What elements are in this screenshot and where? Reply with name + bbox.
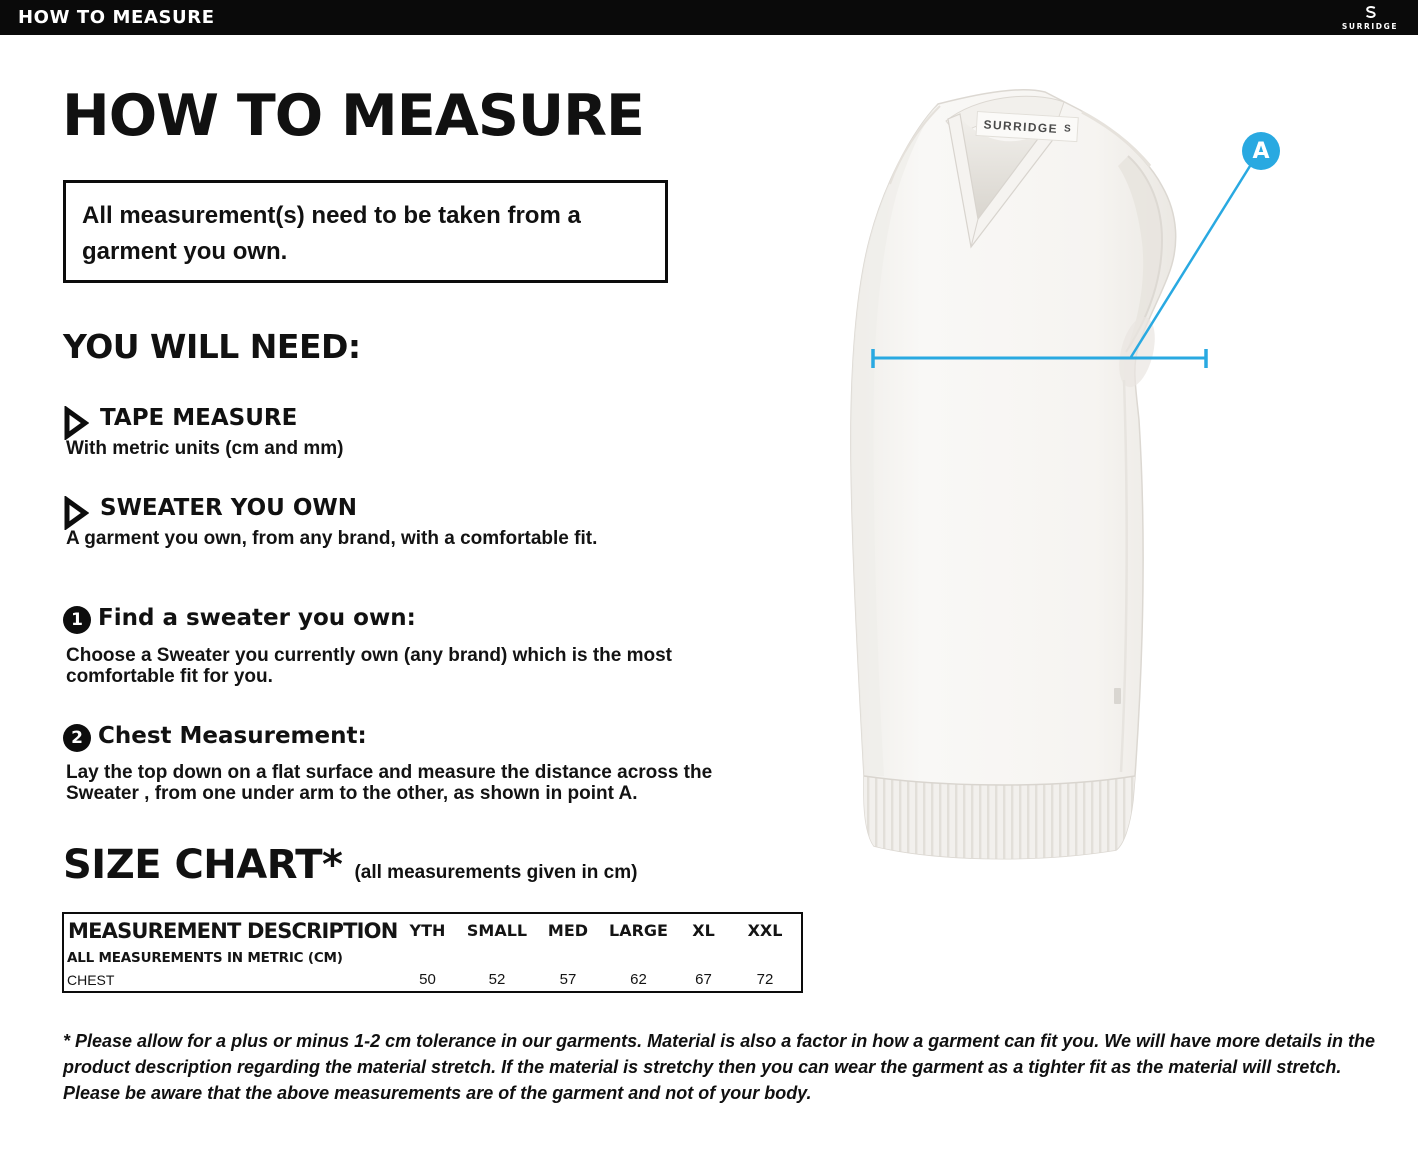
note-text: All measurement(s) need to be taken from a garment you own. [82,202,581,265]
column-header-med: MED [547,921,589,940]
table-cell [458,947,537,968]
table-cell [537,947,600,968]
tolerance-footnote: * Please allow for a plus or minus 1-2 cm tolerance in our garments. Material is also a factor in how a garment can fit you. We will have more details in the product description regarding the material stretch. If the material is stretchy then you can wear the garment as a tighter fit as the material will stretch. Please be aware that the above measurements are of the garment and not of your body. [63,1031,1376,1103]
column-header-large: LARGE [609,921,668,940]
step-title-1: Find a sweater you own: [98,605,416,631]
need-item-title-tape-measure: TAPE MEASURE [100,405,298,431]
size-chart-table [62,912,803,993]
table-cell [600,947,678,968]
top-bar-title: HOW TO MEASURE [18,7,215,28]
column-header-xxl: XXL [747,921,783,940]
chest-value-xl: 67 [695,971,712,988]
neck-label-text: SURRIDGE [983,116,1059,136]
chest-value-yth: 50 [419,971,436,988]
you-will-need-title: YOU WILL NEED: [63,327,361,366]
note-box [63,180,668,283]
top-bar [0,0,1418,35]
step-title-2: Chest Measurement: [98,723,367,749]
point-a-marker: A [1242,132,1280,170]
page-title: HOW TO MEASURE [62,83,644,149]
table-cell [398,947,458,968]
column-header-xl: XL [692,921,715,940]
column-header-measurement-description: MEASUREMENT DESCRIPTION [68,918,398,943]
side-seam-tag [1114,688,1121,704]
chest-value-large: 62 [630,971,647,988]
step-number-badge-2: 2 [63,724,91,752]
column-header-small: SMALL [466,921,528,940]
chest-value-med: 57 [559,971,577,988]
triangle-right-icon [63,496,89,530]
table-row-chest [63,968,802,992]
step-description-1: Choose a Sweater you currently own (any brand) which is the most comfortable fit for you. [66,645,673,687]
row-label-metric: ALL MEASUREMENTS IN METRIC (CM) [67,949,343,966]
neck-label-logo: S [1063,123,1072,135]
step-description-2: Lay the top down on a flat surface and measure the distance across the Sweater , from one under arm to the other, as shown in point A. [66,762,713,804]
table-cell [678,947,730,968]
surridge-brand-logo [1334,2,1406,34]
need-item-title-sweater: SWEATER YOU OWN [100,495,358,521]
surridge-logo-text: SURRIDGE [1341,22,1399,31]
table-row-metric-note [63,947,802,968]
column-header-yth: YTH [409,921,446,940]
waistband [864,776,1135,859]
chest-value-xxl: 72 [756,971,774,988]
row-label-chest: CHEST [67,971,115,988]
step-number-badge-1: 1 [63,606,91,634]
need-item-description-tape-measure: With metric units (cm and mm) [66,438,344,459]
size-chart-title: SIZE CHART* [63,842,343,888]
table-cell [730,947,802,968]
sweater-illustration [830,82,1310,862]
surridge-s-icon [1362,5,1379,21]
size-chart-heading [63,842,637,888]
need-item-description-sweater: A garment you own, from any brand, with a comfortable fit. [66,528,598,549]
table-header-row [63,913,802,947]
size-chart-subtitle: (all measurements given in cm) [354,862,638,883]
chest-value-small: 52 [488,971,506,988]
triangle-right-icon [63,406,89,440]
